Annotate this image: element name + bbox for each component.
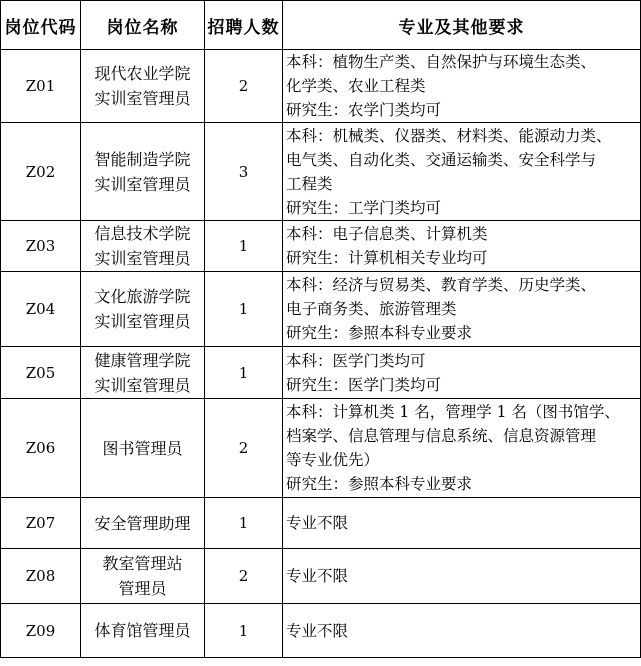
requirement-line: 等专业优先） (286, 451, 380, 469)
position-name (81, 347, 205, 399)
position-name-line: 实训室管理员 (94, 89, 191, 108)
requirement-line: 研究生：参照本科专业要求 (286, 475, 473, 493)
requirement-line: 电子商务类、旅游管理类 (286, 300, 457, 318)
requirement-line: 专业不限 (286, 621, 349, 640)
position-name-line: 图书管理员 (102, 438, 183, 458)
position-name (81, 604, 205, 658)
header-requirements: 专业及其他要求 (283, 1, 641, 50)
requirement-line: 档案学、信息管理与信息系统、信息资源管理 (286, 427, 597, 445)
hiring-count: 1 (205, 604, 283, 658)
requirement-line: 本科：电子信息类、计算机类 (286, 225, 488, 243)
requirement-line: 本科：计算机类 1 名，管理学 1 名（图书馆学、 (286, 403, 620, 421)
table-row (1, 272, 641, 347)
position-name (81, 549, 205, 604)
position-name-line: 实训室管理员 (94, 174, 191, 194)
hiring-count: 3 (205, 123, 283, 221)
table-row (1, 604, 641, 658)
requirements (283, 549, 641, 604)
position-code: Z07 (1, 498, 81, 549)
header-row (1, 1, 641, 50)
requirements (283, 272, 641, 347)
position-name-line: 信息技术学院 (94, 224, 191, 243)
position-name-line: 实训室管理员 (94, 249, 191, 268)
position-name-line: 实训室管理员 (94, 312, 191, 331)
position-code: Z08 (1, 549, 81, 604)
hiring-count: 1 (205, 272, 283, 347)
requirement-line: 研究生：计算机相关专业均可 (286, 249, 488, 267)
position-name-line: 健康管理学院 (94, 350, 191, 370)
table-row (1, 221, 641, 272)
position-name-line: 现代农业学院 (94, 64, 191, 83)
requirement-line: 研究生：医学门类均可 (286, 375, 442, 394)
position-code: Z05 (1, 347, 81, 399)
hiring-count: 2 (205, 399, 283, 498)
position-code: Z03 (1, 221, 81, 272)
position-name (81, 50, 205, 123)
requirement-line: 研究生：工学门类均可 (286, 198, 442, 217)
requirement-line: 本科：经济与贸易类、教育学类、历史学类、 (286, 276, 597, 294)
requirement-line: 研究生：参照本科专业要求 (286, 324, 473, 342)
hiring-count: 2 (205, 50, 283, 123)
requirements (283, 123, 641, 221)
hiring-count: 1 (205, 347, 283, 399)
position-name (81, 399, 205, 498)
table-row (1, 399, 641, 498)
requirement-line: 本科：植物生产类、自然保护与环境生态类、 (286, 53, 597, 71)
header-hiring-count: 招聘人数 (205, 1, 283, 50)
hiring-count: 2 (205, 549, 283, 604)
requirement-line: 专业不限 (286, 567, 349, 585)
position-name-line: 实训室管理员 (94, 375, 191, 395)
position-name-line: 智能制造学院 (94, 149, 191, 169)
requirement-line: 研究生：农学门类均可 (286, 101, 442, 119)
position-name-line: 安全管理助理 (94, 513, 191, 533)
position-name (81, 272, 205, 347)
requirement-line: 工程类 (286, 174, 333, 193)
requirements (283, 399, 641, 498)
position-name-line: 体育馆管理员 (94, 621, 191, 640)
position-name-line: 教室管理站 (102, 554, 183, 573)
requirement-line: 本科：医学门类均可 (286, 351, 426, 370)
position-name-line: 管理员 (118, 579, 167, 598)
table-row (1, 347, 641, 399)
requirement-line: 电气类、自动化类、交通运输类、安全科学与 (286, 150, 597, 169)
table-row (1, 123, 641, 221)
requirement-line: 本科：机械类、仪器类、材料类、能源动力类、 (286, 126, 612, 145)
position-code: Z09 (1, 604, 81, 658)
header-position-name: 岗位名称 (81, 1, 205, 50)
requirements (283, 221, 641, 272)
position-code: Z04 (1, 272, 81, 347)
hiring-count: 1 (205, 498, 283, 549)
requirements (283, 498, 641, 549)
position-name (81, 221, 205, 272)
position-name (81, 123, 205, 221)
position-name-line: 文化旅游学院 (94, 287, 191, 306)
position-code: Z02 (1, 123, 81, 221)
requirements (283, 604, 641, 658)
position-code: Z06 (1, 399, 81, 498)
requirements (283, 347, 641, 399)
table-row (1, 549, 641, 604)
requirement-line: 专业不限 (286, 514, 349, 532)
requirement-line: 化学类、农业工程类 (286, 77, 426, 95)
requirements (283, 50, 641, 123)
table-row (1, 498, 641, 549)
position-name (81, 498, 205, 549)
table-row (1, 50, 641, 123)
hiring-count: 1 (205, 221, 283, 272)
position-code: Z01 (1, 50, 81, 123)
header-position-code: 岗位代码 (1, 1, 81, 50)
